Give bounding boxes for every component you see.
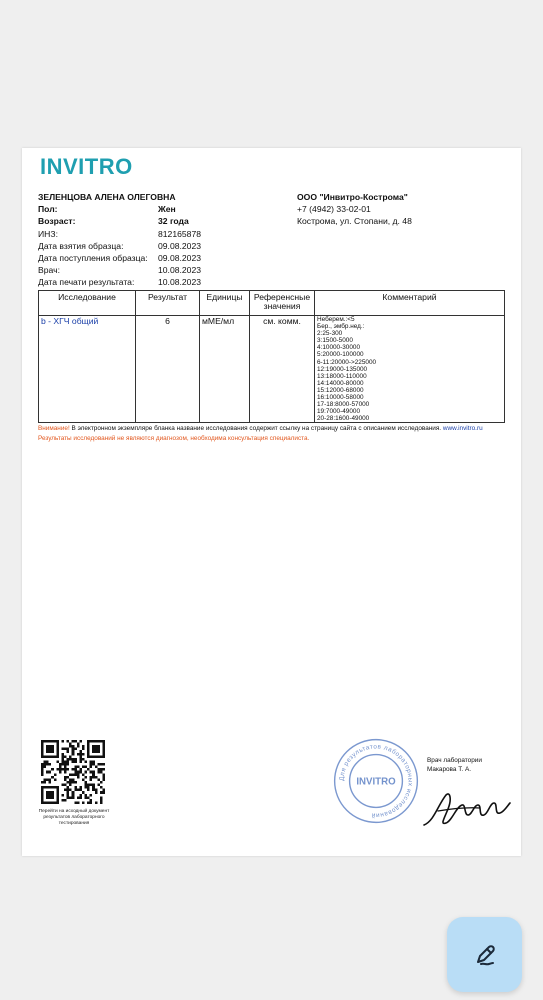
field-inz: ИНЗ: 812165878 [38,228,202,239]
comment-line: 20-28:1600-49000 [317,415,370,423]
comment-line: Бер., эмбр.нед.: [317,323,365,331]
comment-line: 12:19000-135000 [317,365,368,373]
lab-info [297,191,412,228]
notice-text: В электронном экземпляре бланка название исследования содержит ссылку на страницу сайта с описанием исследования. [69,425,443,432]
doctor-title: Врач лаборатории [427,757,482,764]
notice-line [38,424,518,434]
invitro-logo: INVITRO [40,154,133,179]
field-print-date: Дата печати результата: 10.08.2023 [38,277,202,288]
patient-info [38,191,201,289]
result-value: 6 [136,316,200,423]
lab-name: ООО "Инвитро-Кострома" [297,192,408,202]
result-units: мМЕ/мл [200,316,250,423]
lab-stamp [332,737,420,825]
field-arrival-date: Дата поступления образца: 09.08.2023 [38,253,202,264]
doctor-info [427,756,482,774]
comment-line: 17-18:8000-57000 [317,401,370,409]
comment-line: 19:7000-49000 [317,408,360,416]
reference-values: см. комм. [250,316,315,423]
table-row [39,316,505,423]
field-sex: Пол: Жен [38,204,176,215]
table-header-row [39,291,505,316]
field-age: Возраст: 32 года [38,216,189,227]
doctor-name: Макарова Т. А. [427,766,471,773]
field-doctor: Врач: 10.08.2023 [38,265,202,276]
comment-line: 16:10000-58000 [317,394,364,402]
results-table [38,290,505,423]
qr-code[interactable] [41,740,105,804]
edit-pen-icon [472,942,498,968]
stamp-center-text: INVITRO [356,776,396,788]
notice-warning: Внимание! [38,425,70,432]
lab-address: Кострома, ул. Стопани, д. 48 [297,216,412,227]
notice [38,424,518,444]
comment-line: Неберем.:<5 [317,316,355,323]
lab-phone: +7 (4942) 33-02-01 [297,204,371,215]
comment-line: 5:20000-100000 [317,351,364,359]
qr-caption: Перейти на исходный документ результатов лабораторного тестирования [38,809,110,826]
invitro-site-link[interactable]: www.invitro.ru [442,425,483,432]
comment-line: 6-11:20000->225000 [317,358,377,366]
document-page [22,148,521,856]
header-result: Результат [136,291,200,316]
edit-fab-button[interactable] [447,917,522,992]
field-sample-date: Дата взятия образца: 09.08.2023 [38,240,202,251]
header-reference: Референсные значения [250,291,315,316]
notice-disclaimer: Результаты исследований не являются диагнозом, необходима консультация специалиста. [38,435,310,442]
comment-cell [315,316,505,423]
comment-line: 2:25-300 [317,330,343,338]
comment-line: 3:1500-5000 [317,337,353,345]
stamp-ring-text: Для результатов лабораторных исследований [338,743,414,819]
comment-line: 15:12000-68000 [317,386,364,394]
header-units: Единицы [200,291,250,316]
comment-line: 4:10000-30000 [317,344,360,352]
test-name-link[interactable]: b - ХГЧ общий [39,316,136,423]
header-comment: Комментарий [315,291,505,316]
comment-line: 14:14000-80000 [317,379,364,387]
comment-line: 13:18000-110000 [317,372,367,380]
header-test: Исследование [39,291,136,316]
doctor-signature [420,785,514,833]
patient-name: ЗЕЛЕНЦОВА АЛЕНА ОЛЕГОВНА [38,192,176,202]
